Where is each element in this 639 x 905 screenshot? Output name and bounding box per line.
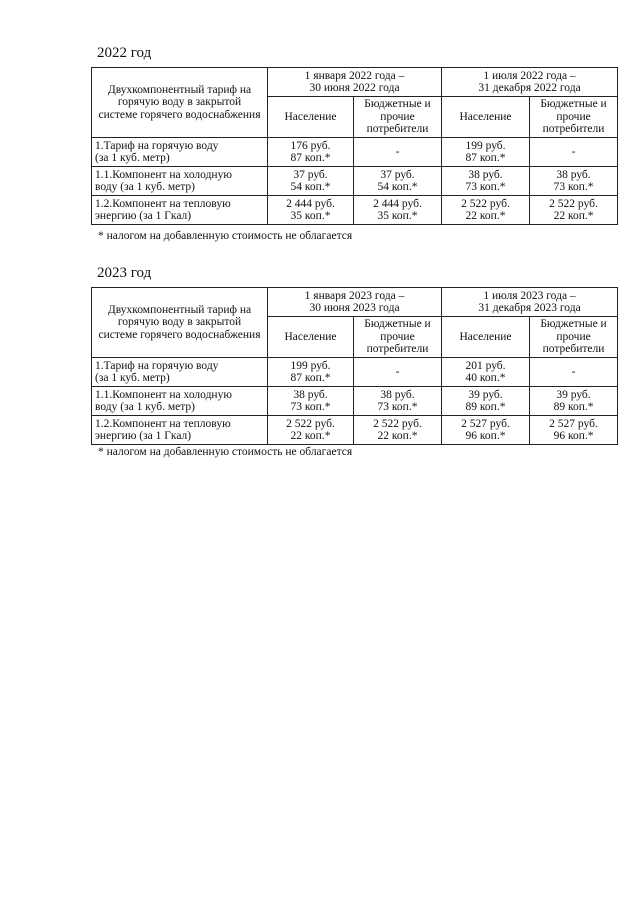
column-header-budget: Бюджетные и прочие потребители xyxy=(354,97,442,138)
table-cell: 199 руб. 87 коп.* xyxy=(268,358,354,387)
table-cell: - xyxy=(354,138,442,167)
table-cell: 2 522 руб. 22 коп.* xyxy=(354,416,442,445)
section-title: 2023 год xyxy=(97,265,152,281)
table-cell: 38 руб. 73 коп.* xyxy=(530,167,618,196)
row-label: 1.Тариф на горячую воду (за 1 куб. метр) xyxy=(92,138,268,167)
table-cell: 39 руб. 89 коп.* xyxy=(442,387,530,416)
table-row xyxy=(92,196,618,225)
table-cell: 39 руб. 89 коп.* xyxy=(530,387,618,416)
column-header-population: Население xyxy=(268,317,354,358)
table-corner-header: Двухкомпонентный тариф на горячую воду в закрытой системе горячего водоснабжения xyxy=(92,68,268,138)
table-corner-header: Двухкомпонентный тариф на горячую воду в закрытой системе горячего водоснабжения xyxy=(92,288,268,358)
section-title: 2022 год xyxy=(97,45,152,61)
table-cell: 38 руб. 73 коп.* xyxy=(354,387,442,416)
column-header-budget: Бюджетные и прочие потребители xyxy=(530,317,618,358)
table-cell: 176 руб. 87 коп.* xyxy=(268,138,354,167)
footnote: * налогом на добавленную стоимость не облагается xyxy=(98,230,353,242)
table-row xyxy=(92,138,618,167)
footnote: * налогом на добавленную стоимость не облагается xyxy=(98,446,353,458)
table-row xyxy=(92,358,618,387)
table-cell: 38 руб. 73 коп.* xyxy=(268,387,354,416)
table-row xyxy=(92,387,618,416)
table-cell: - xyxy=(530,358,618,387)
table-row xyxy=(92,416,618,445)
row-label: 1.2.Компонент на тепловую энергию (за 1 Гкал) xyxy=(92,196,268,225)
table-cell: 2 444 руб. 35 коп.* xyxy=(354,196,442,225)
table-cell: 37 руб. 54 коп.* xyxy=(354,167,442,196)
column-header-population: Население xyxy=(442,317,530,358)
table-cell: 2 527 руб. 96 коп.* xyxy=(530,416,618,445)
row-label: 1.1.Компонент на холодную воду (за 1 куб. метр) xyxy=(92,387,268,416)
row-label: 1.2.Компонент на тепловую энергию (за 1 Гкал) xyxy=(92,416,268,445)
table-cell: 201 руб. 40 коп.* xyxy=(442,358,530,387)
table-cell: 2 522 руб. 22 коп.* xyxy=(530,196,618,225)
period-header-first-half: 1 января 2022 года – 30 июня 2022 года xyxy=(268,68,442,97)
column-header-population: Население xyxy=(442,97,530,138)
table-cell: - xyxy=(530,138,618,167)
table-cell: 2 522 руб. 22 коп.* xyxy=(268,416,354,445)
row-label: 1.Тариф на горячую воду (за 1 куб. метр) xyxy=(92,358,268,387)
tariff-table xyxy=(91,287,618,445)
tariff-table xyxy=(91,67,618,225)
period-header-second-half: 1 июля 2023 года – 31 декабря 2023 года xyxy=(442,288,618,317)
table-cell: - xyxy=(354,358,442,387)
column-header-budget: Бюджетные и прочие потребители xyxy=(530,97,618,138)
table-cell: 2 522 руб. 22 коп.* xyxy=(442,196,530,225)
table-row xyxy=(92,167,618,196)
table-cell: 38 руб. 73 коп.* xyxy=(442,167,530,196)
table-cell: 2 527 руб. 96 коп.* xyxy=(442,416,530,445)
table-cell: 37 руб. 54 коп.* xyxy=(268,167,354,196)
row-label: 1.1.Компонент на холодную воду (за 1 куб. метр) xyxy=(92,167,268,196)
column-header-budget: Бюджетные и прочие потребители xyxy=(354,317,442,358)
table-cell: 2 444 руб. 35 коп.* xyxy=(268,196,354,225)
period-header-first-half: 1 января 2023 года – 30 июня 2023 года xyxy=(268,288,442,317)
period-header-second-half: 1 июля 2022 года – 31 декабря 2022 года xyxy=(442,68,618,97)
table-cell: 199 руб. 87 коп.* xyxy=(442,138,530,167)
column-header-population: Население xyxy=(268,97,354,138)
